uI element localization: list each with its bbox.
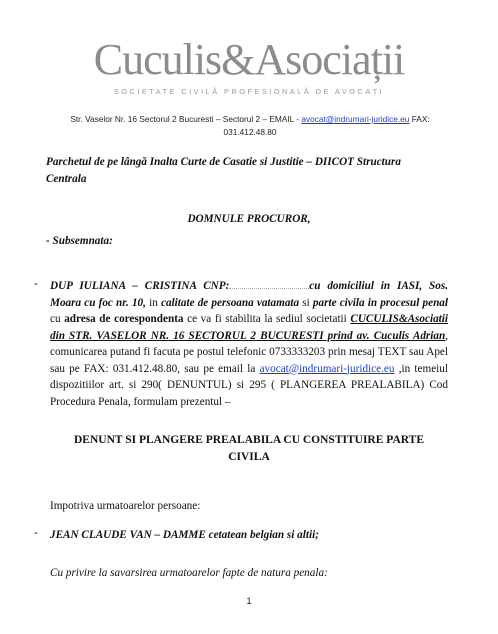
- complainant-domicile: cu domiciliul in IASI, Sos. Moara cu foc nr. 10,: [50, 280, 448, 309]
- correspondence-label: adresa de corespondenta: [64, 313, 184, 325]
- recipient: Parchetul de pe lângă Inalta Curte de Casatie si Justitie – DIICOT Structura Centrala: [46, 156, 401, 185]
- complainant-name: DUP IULIANA – CRISTINA CNP:: [50, 280, 230, 292]
- role-victim: calitate de persoana vatamata: [160, 296, 300, 309]
- firm-reference: CUCULIS&Asociatii din STR. VASELOR NR. 16 SECTORUL 2 BUCURESTI prind av. Cuculis Adrian: [50, 313, 448, 342]
- complainant-paragraph: [50, 278, 448, 410]
- firm-logo: Cuculis&Asociații: [93, 35, 405, 84]
- bullet-dash: -: [34, 278, 38, 290]
- document-title: DENUNT SI PLANGERE PREALABILA CU CONSTITUIRE PARTE CIVILA: [74, 434, 424, 463]
- against-label: Impotriva urmatoarelor persoane:: [50, 500, 201, 512]
- text-span: in: [145, 296, 161, 309]
- email-link[interactable]: avocat@indrumari-juridice.eu: [301, 114, 410, 124]
- text-span: ,in temeiul dispozitiilor art. si 290( DENUNTUL) si 295 ( PLANGEREA PREALABILA) Cod Procedura Penala, formulam prezentul –: [50, 362, 448, 408]
- address-text: Str. Vaselor Nr. 16 Sectorul 2 Bucuresti – Sectorul 2 – EMAIL -: [70, 114, 302, 124]
- bullet-dash: -: [34, 527, 38, 539]
- text-span: si: [299, 296, 313, 309]
- fax-number: 031.412.48.80: [223, 127, 277, 137]
- text-span: ce va fi stabilita la sediul societatii: [183, 313, 351, 325]
- fax-label: FAX:: [409, 114, 430, 124]
- subsemnata-label: - Subsemnata:: [46, 235, 113, 247]
- email-link-body[interactable]: avocat@indrumari-juridice.eu: [259, 362, 395, 375]
- facts-label: Cu privire la savarsirea urmatoarelor fapte de natura penala:: [50, 567, 328, 579]
- text-span: , comunicarea putand fi facuta pe postul telefonic 0733333203 prin mesaj TEXT sau Apel sau pe FAX: 031.412.48.80, sau pe email la: [50, 329, 448, 375]
- page-number: 1: [246, 596, 252, 606]
- salutation: DOMNULE PROCUROR,: [187, 213, 311, 225]
- firm-address: [60, 113, 440, 139]
- text-span: cu: [50, 313, 65, 325]
- redacted-cnp: [229, 278, 309, 289]
- accused-person: JEAN CLAUDE VAN – DAMME cetatean belgian si altii;: [50, 529, 319, 541]
- firm-tagline: SOCIETATE CIVILĂ PROFESIONALĂ DE AVOCAȚI: [113, 87, 385, 96]
- role-civil-party: parte civila in procesul penal: [312, 296, 449, 309]
